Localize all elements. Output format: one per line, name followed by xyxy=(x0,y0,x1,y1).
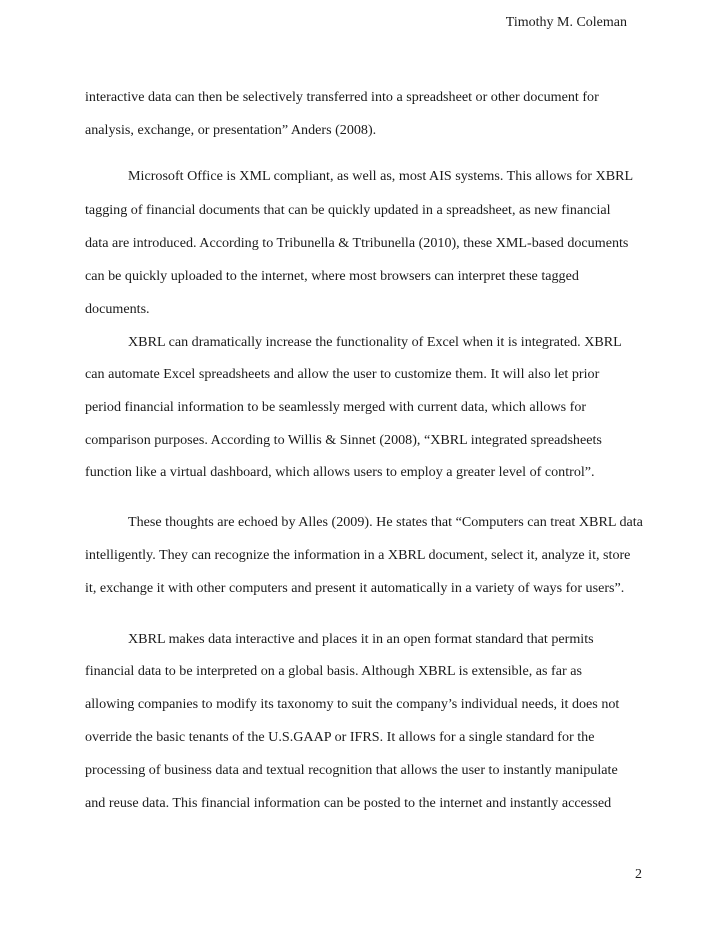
running-head-author: Timothy M. Coleman xyxy=(505,15,627,30)
page-number: 2 xyxy=(635,867,642,882)
paragraph-first-line: XBRL makes data interactive and places it in an open format standard that permits xyxy=(128,631,594,647)
text-line: override the basic tenants of the U.S.GAAP or IFRS. It allows for a single standard for the xyxy=(85,729,595,745)
text-line: allowing companies to modify its taxonomy to suit the company’s individual needs, it does not xyxy=(85,696,620,712)
text-line: intelligently. They can recognize the information in a XBRL document, select it, analyze it, store xyxy=(85,547,631,563)
text-line: financial data to be interpreted on a global basis. Although XBRL is extensible, as far as xyxy=(85,663,582,679)
text-line: comparison purposes. According to Willis & Sinnet (2008), “XBRL integrated spreadsheets xyxy=(85,432,602,448)
text-line: and reuse data. This financial information can be posted to the internet and instantly accessed xyxy=(85,795,612,811)
paragraph-first-line: Microsoft Office is XML compliant, as well as, most AIS systems. This allows for XBRL xyxy=(128,168,634,184)
text-line: can automate Excel spreadsheets and allow the user to customize them. It will also let prior xyxy=(85,366,600,382)
text-line: analysis, exchange, or presentation” Anders (2008). xyxy=(85,122,377,138)
text-line: tagging of financial documents that can be quickly updated in a spreadsheet, as new financial xyxy=(85,202,611,218)
text-line: interactive data can then be selectively transferred into a spreadsheet or other document for xyxy=(85,89,599,105)
text-line: processing of business data and textual recognition that allows the user to instantly manipulate xyxy=(85,762,618,778)
text-line: function like a virtual dashboard, which allows users to employ a greater level of control”. xyxy=(85,464,595,480)
text-line: data are introduced. According to Tribunella & Ttribunella (2010), these XML-based documents xyxy=(85,235,629,251)
text-line: period financial information to be seamlessly merged with current data, which allows for xyxy=(85,399,587,415)
paragraph-first-line: XBRL can dramatically increase the functionality of Excel when it is integrated. XBRL xyxy=(128,334,622,350)
paragraph-first-line: These thoughts are echoed by Alles (2009). He states that “Computers can treat XBRL data xyxy=(128,514,643,530)
text-line: it, exchange it with other computers and present it automatically in a variety of ways for users”. xyxy=(85,580,625,596)
text-line: can be quickly uploaded to the internet, where most browsers can interpret these tagged xyxy=(85,268,579,284)
text-line: documents. xyxy=(85,301,150,317)
